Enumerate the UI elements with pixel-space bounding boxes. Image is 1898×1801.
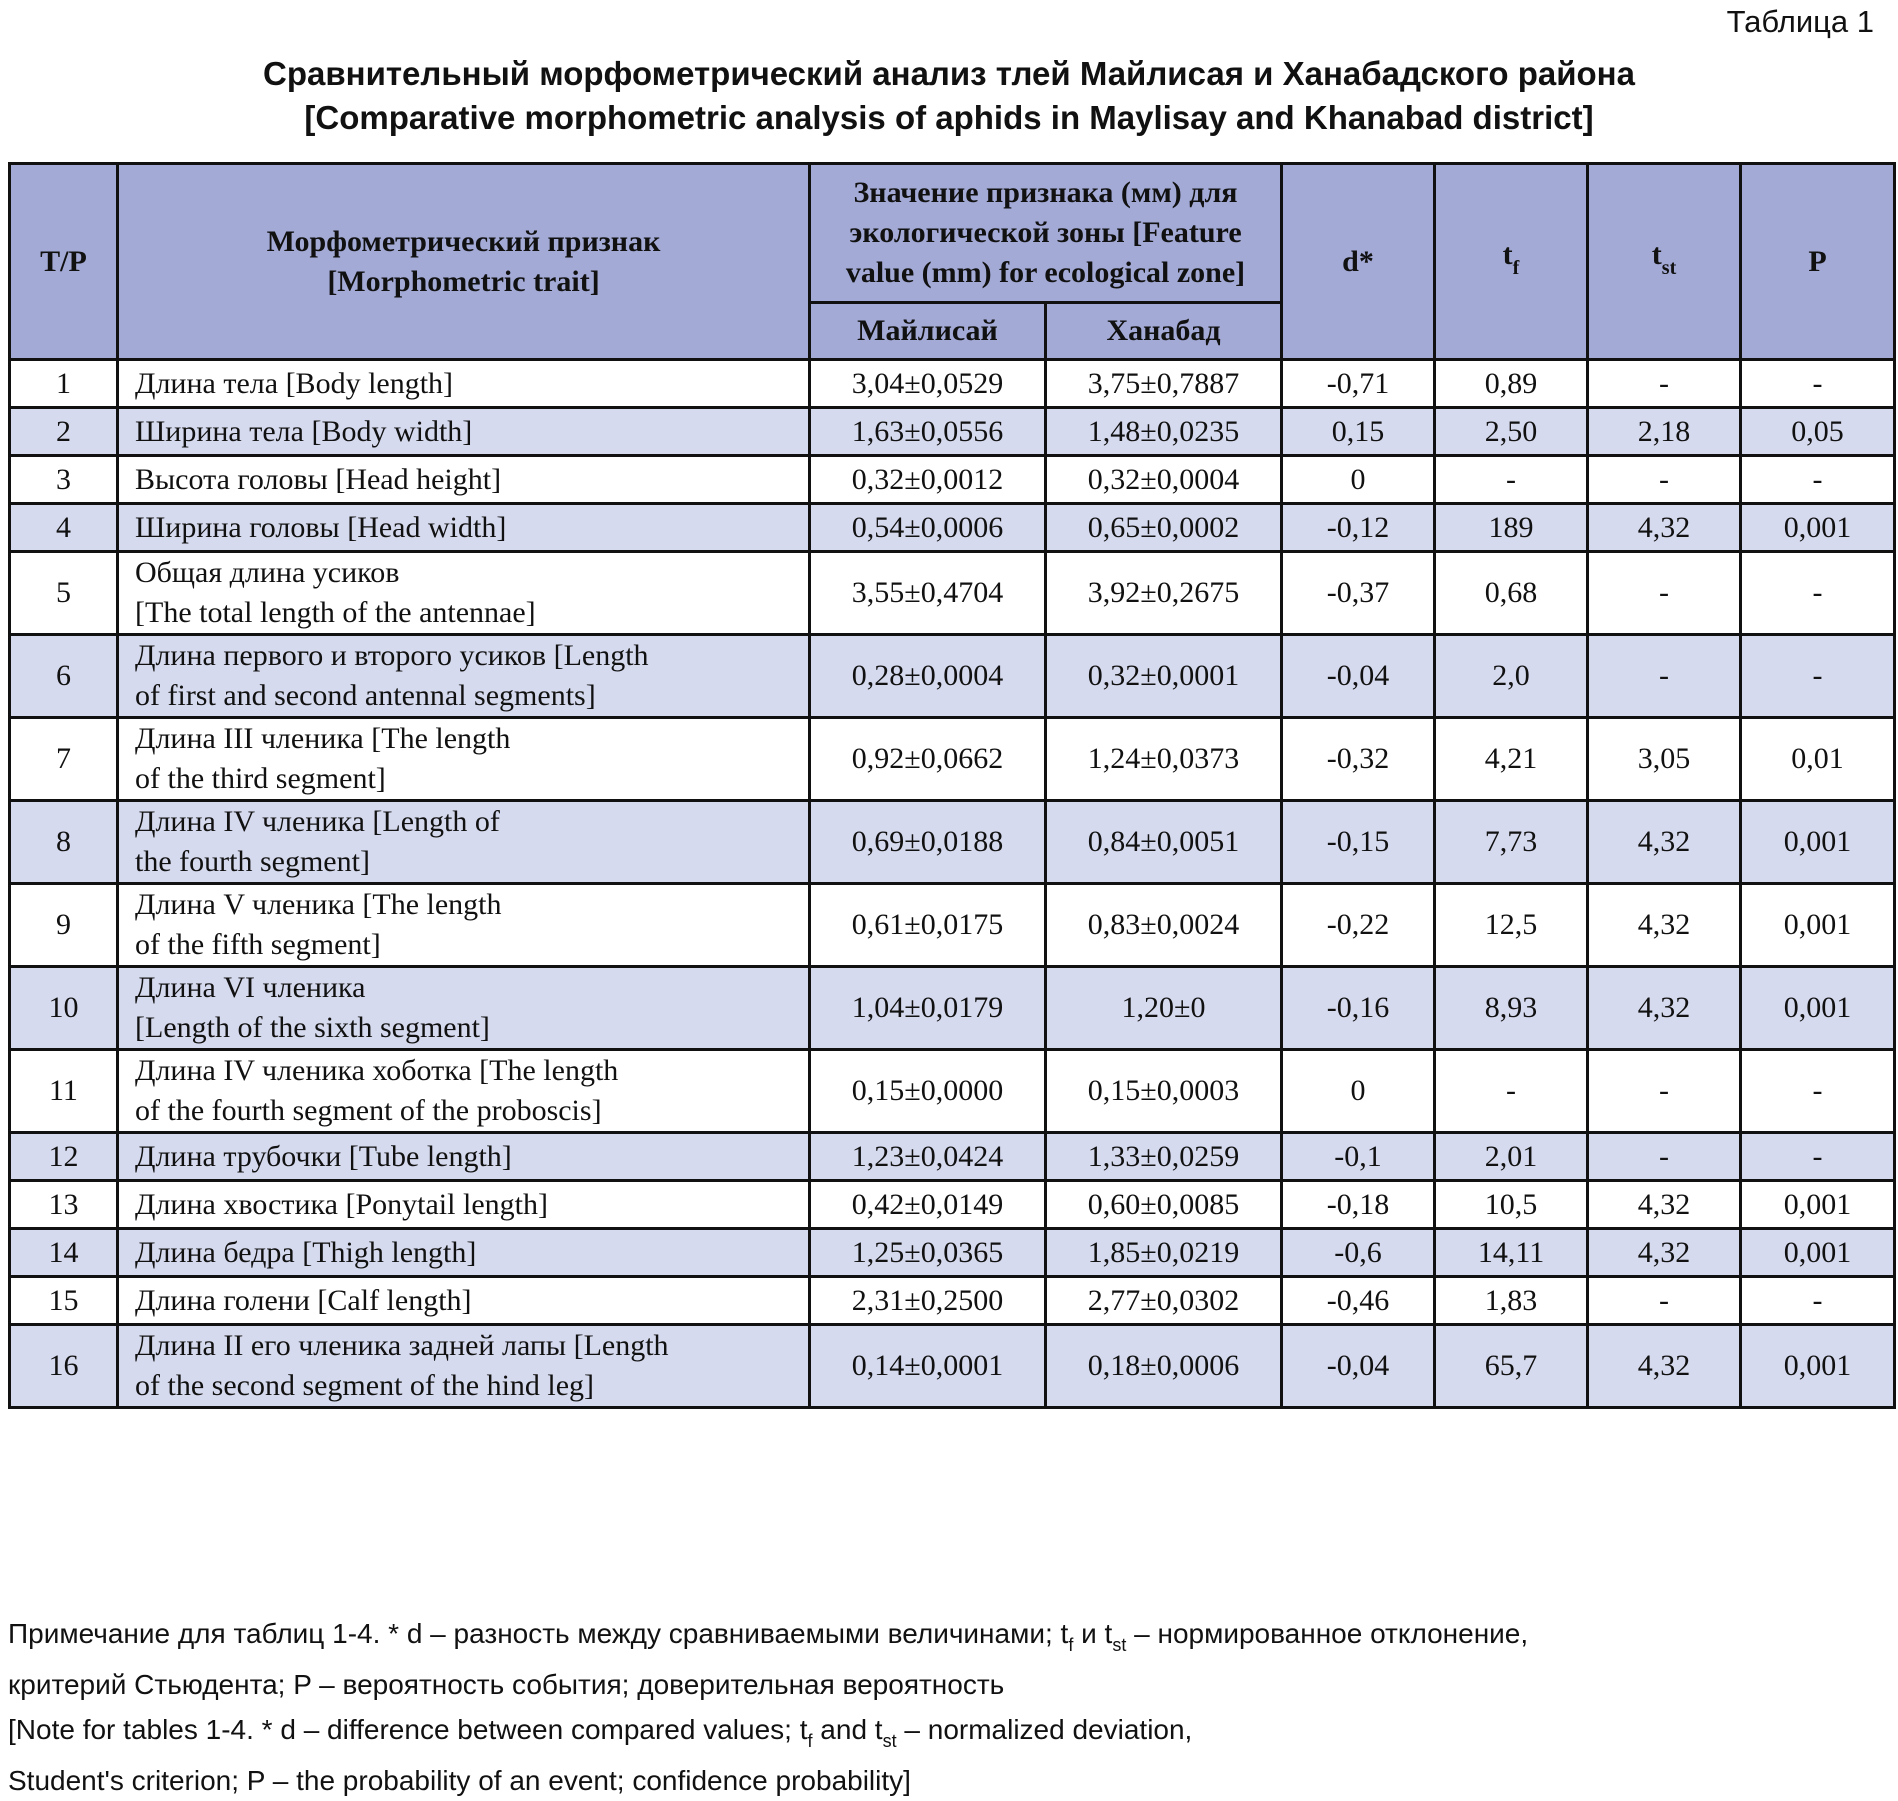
- header-value-line2: экологической зоны [Feature: [849, 216, 1242, 249]
- cell-tf: 65,7: [1435, 1325, 1588, 1408]
- cell-maylisay-value: 2,31±0,2500: [810, 1277, 1046, 1325]
- cell-maylisay-value: 0,32±0,0012: [810, 456, 1046, 504]
- cell-number: 11: [10, 1050, 118, 1133]
- table-row: [10, 1229, 1895, 1277]
- cell-maylisay-value: 1,63±0,0556: [810, 408, 1046, 456]
- table-row: [10, 552, 1895, 635]
- header-p: P: [1741, 164, 1895, 360]
- header-trait-en: [Morphometric trait]: [327, 264, 600, 298]
- cell-tf: 2,01: [1435, 1133, 1588, 1181]
- cell-p: -: [1741, 456, 1895, 504]
- cell-d: -0,32: [1282, 718, 1435, 801]
- cell-d: -0,16: [1282, 967, 1435, 1050]
- table-row: [10, 801, 1895, 884]
- cell-trait: [118, 1181, 810, 1229]
- cell-number: 7: [10, 718, 118, 801]
- trait-line-1: Длина II его членика задней лапы [Length: [135, 1329, 669, 1362]
- cell-d: -0,12: [1282, 504, 1435, 552]
- table-row: [10, 360, 1895, 408]
- cell-tst: -: [1588, 1277, 1741, 1325]
- note-ru-sub-st: st: [1112, 1635, 1127, 1655]
- cell-khanabad-value: 0,32±0,0001: [1046, 635, 1282, 718]
- trait-line-1: Длина тела [Body length]: [135, 366, 454, 400]
- trait-line-1: Длина первого и второго усиков [Length: [135, 639, 649, 672]
- cell-trait: [118, 456, 810, 504]
- cell-khanabad-value: 1,24±0,0373: [1046, 718, 1282, 801]
- header-tf-main: t: [1502, 238, 1513, 271]
- cell-khanabad-value: 0,83±0,0024: [1046, 884, 1282, 967]
- cell-d: -0,22: [1282, 884, 1435, 967]
- trait-line-1: Длина III членика [The length: [135, 722, 511, 755]
- trait-line-1: Длина IV членика [Length of: [135, 805, 500, 838]
- trait-line-2: of the fifth segment]: [135, 928, 381, 961]
- cell-khanabad-value: 0,15±0,0003: [1046, 1050, 1282, 1133]
- cell-p: 0,001: [1741, 1229, 1895, 1277]
- cell-number: 6: [10, 635, 118, 718]
- cell-tst: -: [1588, 456, 1741, 504]
- cell-khanabad-value: 1,20±0: [1046, 967, 1282, 1050]
- header-tst-main: t: [1651, 238, 1662, 271]
- cell-trait: [118, 360, 810, 408]
- header-trait-ru: Морфометрический признак: [266, 224, 661, 258]
- trait-line-1: Длина бедра [Thigh length]: [135, 1235, 477, 1269]
- note-en-line2: Student's criterion; P – the probability of an event; confidence probability]: [8, 1765, 911, 1796]
- header-tst-sub: st: [1661, 257, 1677, 279]
- table-row: [10, 884, 1895, 967]
- note-ru-text-a: Примечание для таблиц 1-4. * d – разность между сравниваемыми величинами; t: [8, 1618, 1069, 1649]
- cell-p: 0,01: [1741, 718, 1895, 801]
- cell-khanabad-value: 1,48±0,0235: [1046, 408, 1282, 456]
- title-ru: Сравнительный морфометрический анализ тлей Майлисая и Ханабадского района: [263, 55, 1635, 92]
- cell-tst: 4,32: [1588, 1229, 1741, 1277]
- header-tf: [1435, 164, 1588, 360]
- cell-p: 0,05: [1741, 408, 1895, 456]
- cell-tf: 10,5: [1435, 1181, 1588, 1229]
- title-en: [Comparative morphometric analysis of aphids in Maylisay and Khanabad district]: [304, 99, 1594, 136]
- cell-p: -: [1741, 1050, 1895, 1133]
- cell-d: 0: [1282, 456, 1435, 504]
- note-en-line1: [8, 1710, 1888, 1761]
- cell-trait: [118, 1050, 810, 1133]
- cell-khanabad-value: 0,84±0,0051: [1046, 801, 1282, 884]
- cell-khanabad-value: 1,85±0,0219: [1046, 1229, 1282, 1277]
- cell-number: 2: [10, 408, 118, 456]
- cell-maylisay-value: 0,15±0,0000: [810, 1050, 1046, 1133]
- cell-maylisay-value: 0,14±0,0001: [810, 1325, 1046, 1408]
- cell-maylisay-value: 0,92±0,0662: [810, 718, 1046, 801]
- cell-trait: [118, 1229, 810, 1277]
- cell-tf: 0,68: [1435, 552, 1588, 635]
- note-ru-text-c: – нормированное отклонение,: [1126, 1618, 1529, 1649]
- note-en-text-c: – normalized deviation,: [896, 1714, 1193, 1745]
- cell-number: 15: [10, 1277, 118, 1325]
- trait-line-2: [The total length of the antennae]: [135, 596, 536, 629]
- cell-tf: 1,83: [1435, 1277, 1588, 1325]
- trait-line-1: Общая длина усиков: [135, 556, 400, 589]
- note-en-sub-st: st: [882, 1731, 897, 1751]
- table-row: [10, 504, 1895, 552]
- cell-tf: 189: [1435, 504, 1588, 552]
- cell-number: 9: [10, 884, 118, 967]
- trait-line-1: Длина хвостика [Ponytail length]: [135, 1187, 548, 1221]
- cell-khanabad-value: 2,77±0,0302: [1046, 1277, 1282, 1325]
- cell-tst: 4,32: [1588, 504, 1741, 552]
- cell-trait: [118, 552, 810, 635]
- cell-p: -: [1741, 635, 1895, 718]
- cell-khanabad-value: 3,92±0,2675: [1046, 552, 1282, 635]
- cell-tst: 4,32: [1588, 967, 1741, 1050]
- cell-tst: -: [1588, 635, 1741, 718]
- cell-trait: [118, 1325, 810, 1408]
- cell-trait: [118, 1133, 810, 1181]
- cell-d: -0,04: [1282, 635, 1435, 718]
- cell-p: 0,001: [1741, 967, 1895, 1050]
- table-body: [10, 360, 1895, 1408]
- cell-khanabad-value: 0,32±0,0004: [1046, 456, 1282, 504]
- table-title: [0, 52, 1898, 140]
- note-ru-text-b: и t: [1073, 1618, 1113, 1649]
- cell-maylisay-value: 0,42±0,0149: [810, 1181, 1046, 1229]
- header-value-line1: Значение признака (мм) для: [853, 176, 1238, 209]
- cell-maylisay-value: 1,25±0,0365: [810, 1229, 1046, 1277]
- trait-line-2: of the fourth segment of the proboscis]: [135, 1094, 602, 1127]
- header-tf-sub: f: [1512, 257, 1520, 279]
- table-row: [10, 1133, 1895, 1181]
- cell-number: 4: [10, 504, 118, 552]
- trait-line-2: of first and second antennal segments]: [135, 679, 596, 712]
- cell-p: 0,001: [1741, 884, 1895, 967]
- cell-maylisay-value: 3,55±0,4704: [810, 552, 1046, 635]
- table-row: [10, 1050, 1895, 1133]
- cell-khanabad-value: 0,18±0,0006: [1046, 1325, 1282, 1408]
- trait-line-2: [Length of the sixth segment]: [135, 1011, 490, 1044]
- note-ru: [8, 1614, 1888, 1705]
- cell-d: -0,15: [1282, 801, 1435, 884]
- cell-p: 0,001: [1741, 504, 1895, 552]
- header-trait: [118, 164, 810, 360]
- trait-line-2: of the third segment]: [135, 762, 386, 795]
- cell-number: 10: [10, 967, 118, 1050]
- morphometric-table: [8, 162, 1896, 1409]
- cell-trait: [118, 967, 810, 1050]
- cell-maylisay-value: 3,04±0,0529: [810, 360, 1046, 408]
- cell-tst: 4,32: [1588, 884, 1741, 967]
- cell-tst: -: [1588, 552, 1741, 635]
- cell-maylisay-value: 0,28±0,0004: [810, 635, 1046, 718]
- cell-tf: 2,50: [1435, 408, 1588, 456]
- header-value-line3: value (mm) for ecological zone]: [845, 256, 1246, 289]
- trait-line-1: Высота головы [Head height]: [135, 462, 502, 496]
- cell-tst: -: [1588, 1133, 1741, 1181]
- cell-tst: 3,05: [1588, 718, 1741, 801]
- cell-tf: 8,93: [1435, 967, 1588, 1050]
- cell-d: -0,37: [1282, 552, 1435, 635]
- cell-tst: 2,18: [1588, 408, 1741, 456]
- cell-d: -0,6: [1282, 1229, 1435, 1277]
- cell-d: 0,15: [1282, 408, 1435, 456]
- cell-khanabad-value: 0,65±0,0002: [1046, 504, 1282, 552]
- cell-d: -0,46: [1282, 1277, 1435, 1325]
- cell-tst: 4,32: [1588, 1181, 1741, 1229]
- trait-line-1: Длина VI членика: [135, 971, 366, 1004]
- note-ru-line1: [8, 1614, 1888, 1665]
- trait-line-1: Длина голени [Calf length]: [135, 1283, 472, 1317]
- cell-maylisay-value: 0,69±0,0188: [810, 801, 1046, 884]
- header-tp: Т/Р: [10, 164, 118, 360]
- trait-line-1: Ширина головы [Head width]: [135, 510, 507, 544]
- cell-trait: [118, 718, 810, 801]
- note-ru-line2: критерий Стьюдента; P – вероятность события; доверительная вероятность: [8, 1669, 1005, 1700]
- table-row: [10, 1325, 1895, 1408]
- cell-tst: -: [1588, 1050, 1741, 1133]
- cell-trait: [118, 801, 810, 884]
- table-row: [10, 408, 1895, 456]
- cell-d: -0,18: [1282, 1181, 1435, 1229]
- table-row: [10, 967, 1895, 1050]
- header-d: d*: [1282, 164, 1435, 360]
- trait-line-1: Ширина тела [Body width]: [135, 414, 473, 448]
- cell-p: -: [1741, 360, 1895, 408]
- cell-p: -: [1741, 1133, 1895, 1181]
- cell-tst: -: [1588, 360, 1741, 408]
- cell-number: 13: [10, 1181, 118, 1229]
- cell-number: 5: [10, 552, 118, 635]
- cell-p: -: [1741, 1277, 1895, 1325]
- trait-line-2: of the second segment of the hind leg]: [135, 1369, 595, 1402]
- cell-d: -0,71: [1282, 360, 1435, 408]
- cell-khanabad-value: 0,60±0,0085: [1046, 1181, 1282, 1229]
- cell-tf: 7,73: [1435, 801, 1588, 884]
- header-zone-maylisay: Майлисай: [810, 303, 1046, 360]
- cell-d: -0,04: [1282, 1325, 1435, 1408]
- cell-tf: -: [1435, 1050, 1588, 1133]
- note-en-text-a: [Note for tables 1-4. * d – difference between compared values; t: [8, 1714, 808, 1745]
- table-row: [10, 1277, 1895, 1325]
- cell-maylisay-value: 1,23±0,0424: [810, 1133, 1046, 1181]
- cell-number: 12: [10, 1133, 118, 1181]
- cell-number: 14: [10, 1229, 118, 1277]
- note-en-text-b: and t: [812, 1714, 883, 1745]
- cell-p: 0,001: [1741, 801, 1895, 884]
- table-row: [10, 456, 1895, 504]
- cell-d: 0: [1282, 1050, 1435, 1133]
- trait-line-2: the fourth segment]: [135, 845, 370, 878]
- cell-trait: [118, 1277, 810, 1325]
- note-en: [8, 1710, 1888, 1801]
- table-row: [10, 718, 1895, 801]
- cell-tf: 4,21: [1435, 718, 1588, 801]
- cell-khanabad-value: 3,75±0,7887: [1046, 360, 1282, 408]
- cell-trait: [118, 635, 810, 718]
- trait-line-1: Длина IV членика хоботка [The length: [135, 1054, 619, 1087]
- cell-p: 0,001: [1741, 1325, 1895, 1408]
- cell-maylisay-value: 1,04±0,0179: [810, 967, 1046, 1050]
- table-row: [10, 1181, 1895, 1229]
- header-tst: [1588, 164, 1741, 360]
- cell-p: 0,001: [1741, 1181, 1895, 1229]
- cell-trait: [118, 504, 810, 552]
- cell-khanabad-value: 1,33±0,0259: [1046, 1133, 1282, 1181]
- cell-tf: -: [1435, 456, 1588, 504]
- cell-maylisay-value: 0,54±0,0006: [810, 504, 1046, 552]
- cell-tf: 12,5: [1435, 884, 1588, 967]
- table-label: Таблица 1: [1726, 4, 1874, 39]
- cell-tf: 0,89: [1435, 360, 1588, 408]
- cell-tst: 4,32: [1588, 1325, 1741, 1408]
- cell-maylisay-value: 0,61±0,0175: [810, 884, 1046, 967]
- cell-d: -0,1: [1282, 1133, 1435, 1181]
- cell-tst: 4,32: [1588, 801, 1741, 884]
- cell-trait: [118, 408, 810, 456]
- cell-p: -: [1741, 552, 1895, 635]
- cell-number: 3: [10, 456, 118, 504]
- note-ru-sub-f: f: [1068, 1635, 1074, 1655]
- cell-tf: 2,0: [1435, 635, 1588, 718]
- header-feature-value: [810, 164, 1282, 303]
- header-zone-khanabad: Ханабад: [1046, 303, 1282, 360]
- cell-number: 8: [10, 801, 118, 884]
- trait-line-1: Длина V членика [The length: [135, 888, 502, 921]
- table-row: [10, 635, 1895, 718]
- cell-number: 1: [10, 360, 118, 408]
- cell-number: 16: [10, 1325, 118, 1408]
- cell-tf: 14,11: [1435, 1229, 1588, 1277]
- cell-trait: [118, 884, 810, 967]
- note-en-sub-f: f: [807, 1731, 813, 1751]
- trait-line-1: Длина трубочки [Tube length]: [135, 1139, 512, 1173]
